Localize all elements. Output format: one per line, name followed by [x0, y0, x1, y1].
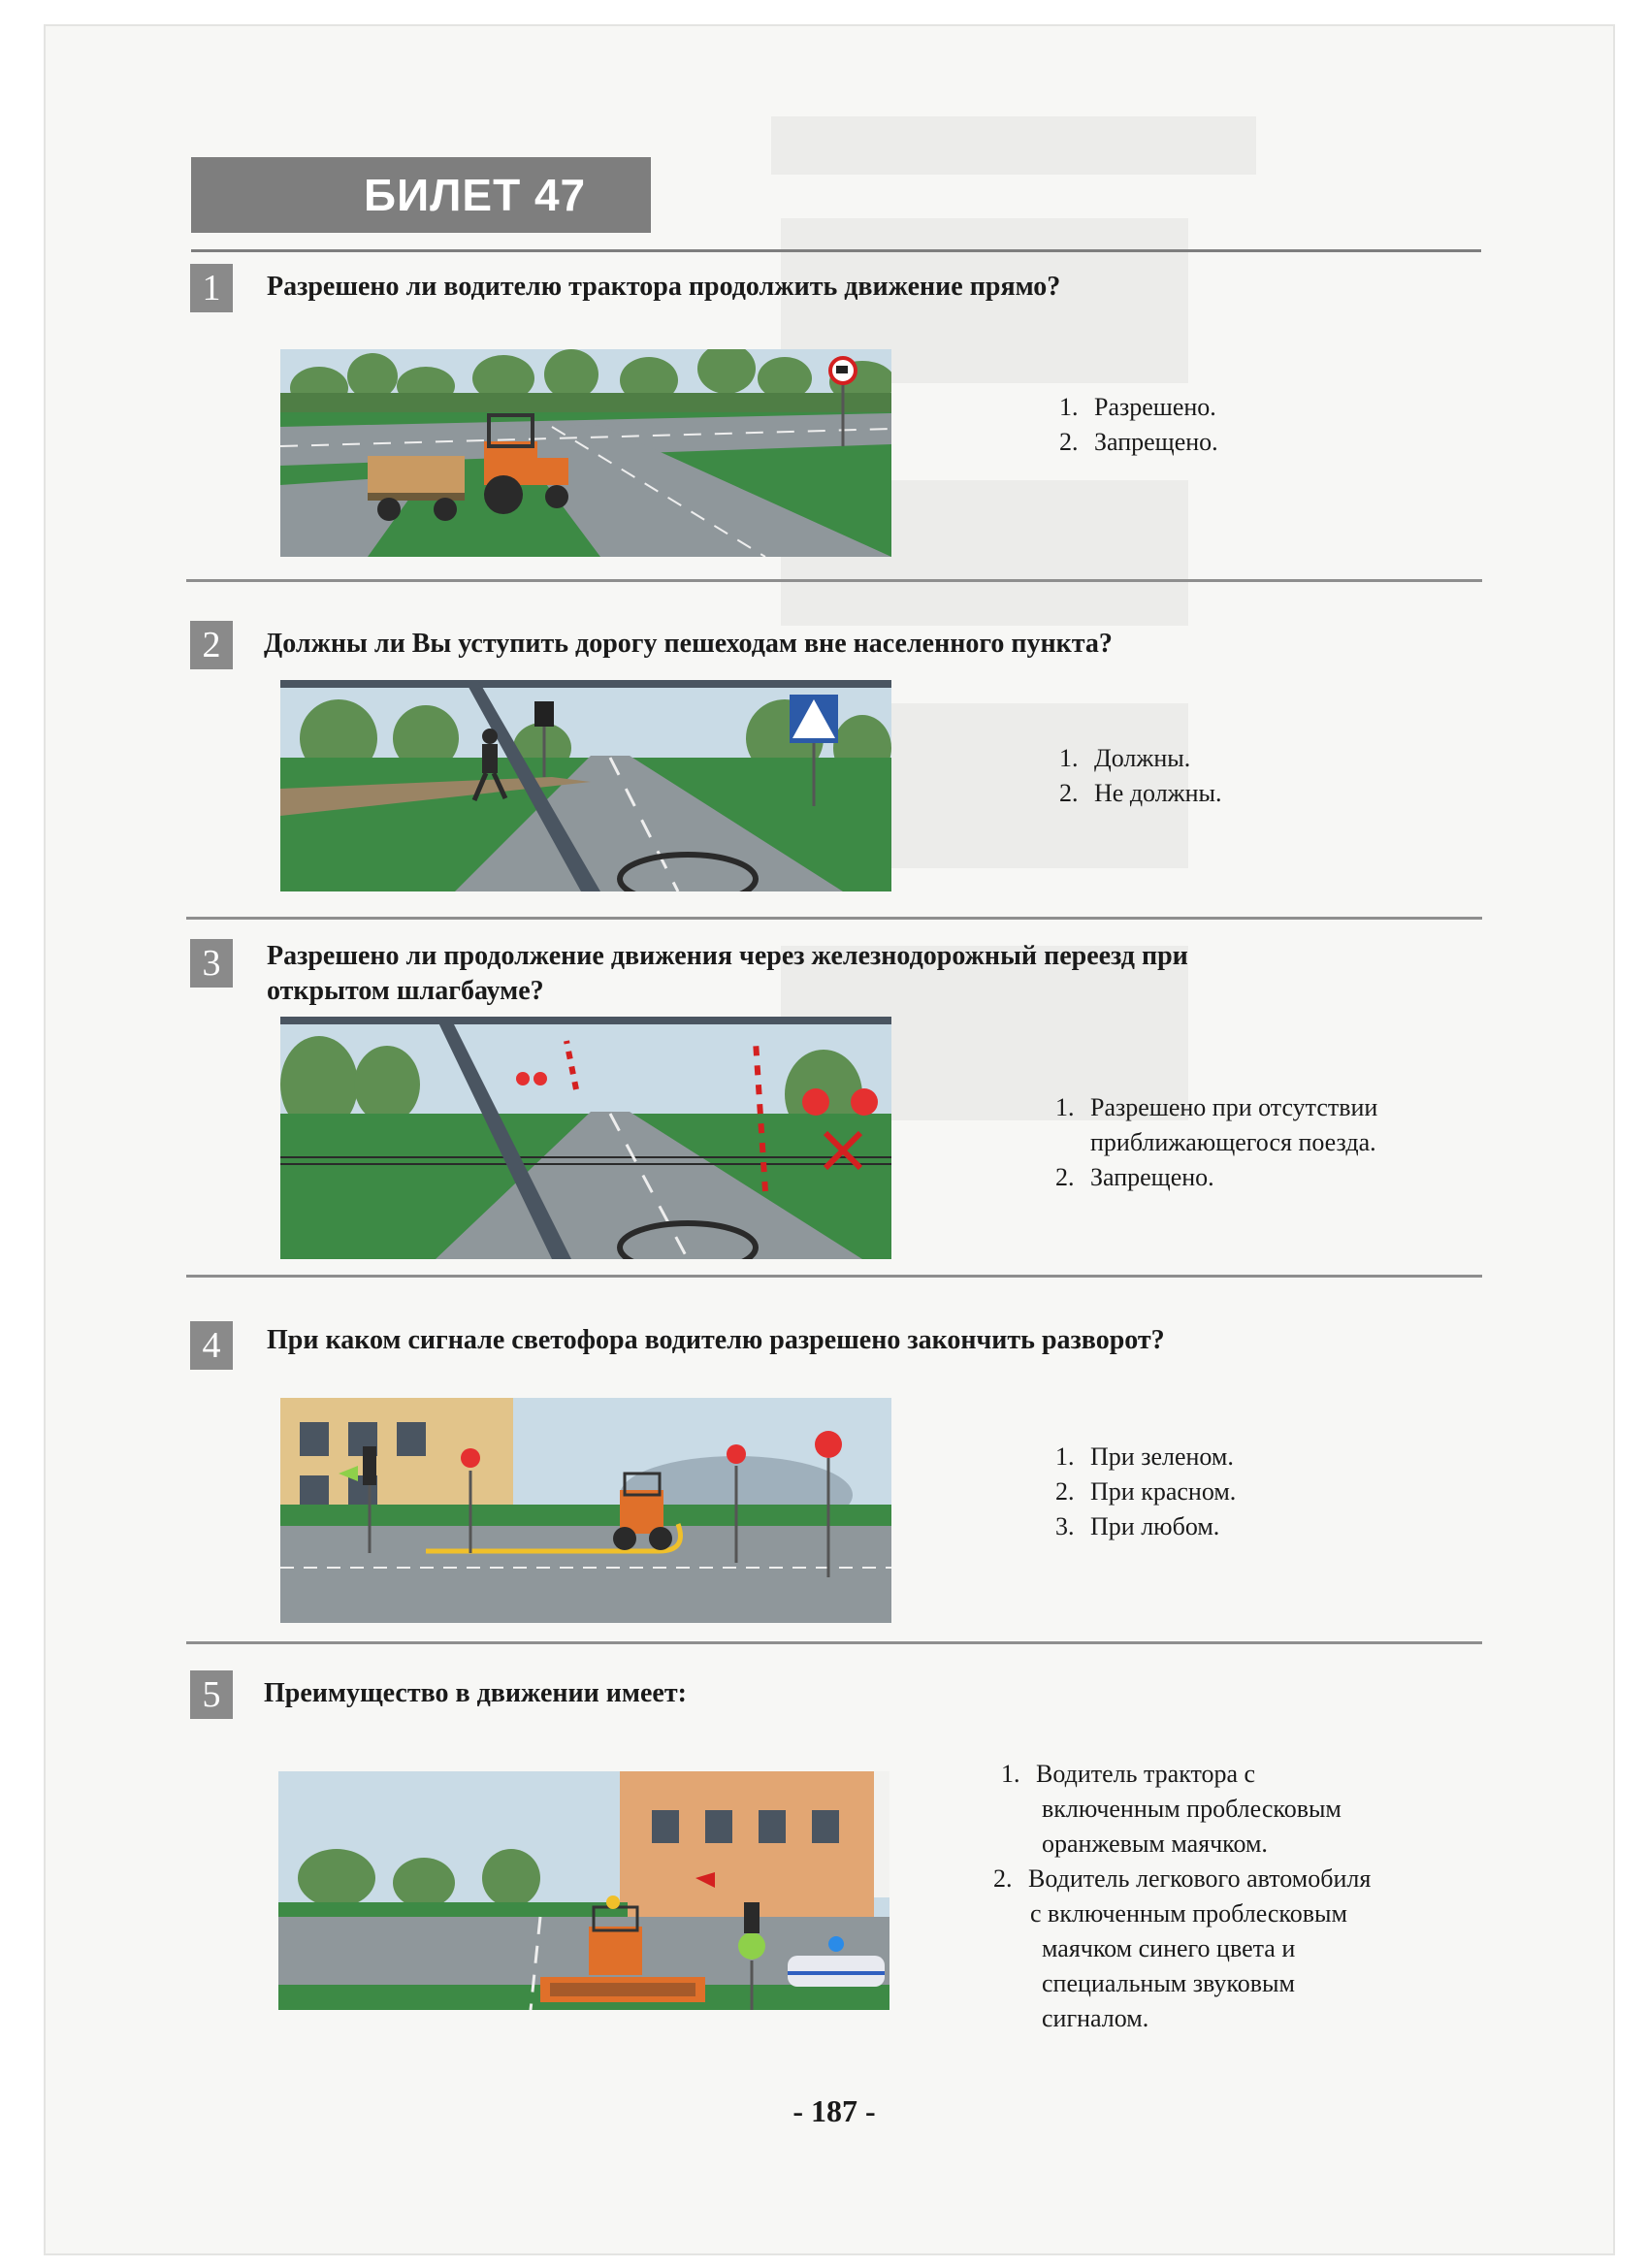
- answer-item[interactable]: [1055, 1160, 1377, 1195]
- bleed-through-area: [771, 116, 1256, 175]
- answer-item[interactable]: [1059, 390, 1218, 425]
- illustration-pedestrian-crossing: [280, 680, 891, 891]
- illustration-railway-crossing: [280, 1017, 891, 1259]
- answer-text: Не должны.: [1094, 779, 1222, 807]
- question-number-2: 2: [190, 621, 233, 669]
- section-divider: [186, 917, 1482, 920]
- answer-text: Разрешено.: [1094, 393, 1216, 421]
- answer-item[interactable]: [1001, 1757, 1371, 1862]
- answer-text: приближающегося поезда.: [1090, 1128, 1376, 1156]
- answer-text: Водитель трактора с: [1036, 1760, 1256, 1788]
- question-number-5: 5: [190, 1670, 233, 1719]
- answer-item[interactable]: [1055, 1440, 1236, 1474]
- question-number-1: 1: [190, 264, 233, 312]
- answer-number: 2.: [993, 1864, 1013, 1893]
- illustration-special-vehicles: [278, 1771, 889, 2010]
- answer-number: 1.: [1059, 744, 1079, 772]
- illustration-tractor-intersection: [280, 349, 891, 557]
- answer-text: Разрешено при отсутствии: [1090, 1093, 1378, 1121]
- page-number: - 187 -: [792, 2093, 876, 2128]
- question-text-line: Разрешено ли продолжение движения через железнодорожный переезд при: [267, 941, 1188, 971]
- answer-text: маячком синего цвета и: [1042, 1934, 1296, 1962]
- answer-number: 1.: [1001, 1760, 1020, 1788]
- question-number-4: 4: [190, 1321, 233, 1370]
- answer-list-1: [1059, 390, 1218, 460]
- answer-text: Запрещено.: [1094, 428, 1218, 456]
- section-divider: [186, 1275, 1482, 1278]
- question-text-1: Разрешено ли водителю трактора продолжить движение прямо?: [267, 272, 1061, 302]
- answer-number: 2.: [1059, 428, 1079, 456]
- answer-text: сигналом.: [1042, 2004, 1149, 2032]
- ticket-title-box: [191, 157, 651, 233]
- answer-number: 1.: [1059, 393, 1079, 421]
- answer-number: 3.: [1055, 1512, 1075, 1540]
- answer-text: При любом.: [1090, 1512, 1220, 1540]
- answer-number: 2.: [1055, 1163, 1075, 1191]
- answer-text: включенным проблесковым: [1042, 1795, 1342, 1823]
- question-text-line: открытом шлагбауме?: [267, 976, 544, 1006]
- question-text-3: [267, 939, 1188, 1009]
- question-text-2: Должны ли Вы уступить дорогу пешеходам вне населенного пункта?: [264, 629, 1113, 659]
- answer-text: При красном.: [1090, 1477, 1237, 1506]
- answer-item[interactable]: [1059, 776, 1222, 811]
- answer-number: 1.: [1055, 1093, 1075, 1121]
- answer-item[interactable]: [993, 1862, 1371, 2036]
- answer-list-2: [1059, 741, 1222, 811]
- answer-list-3: [1055, 1090, 1377, 1195]
- answer-list-4: [1055, 1440, 1236, 1544]
- answer-item[interactable]: [1055, 1509, 1236, 1544]
- section-divider: [186, 1641, 1482, 1644]
- question-number-3: 3: [190, 939, 233, 988]
- answer-item[interactable]: [1055, 1090, 1377, 1160]
- question-text-4: При каком сигнале светофора водителю разрешено закончить разворот?: [267, 1325, 1165, 1355]
- ticket-title: БИЛЕТ 47: [364, 170, 587, 220]
- answer-text: с включенным проблесковым: [1030, 1899, 1347, 1928]
- question-text-5: Преимущество в движении имеет:: [264, 1678, 687, 1708]
- answer-item[interactable]: [1059, 425, 1218, 460]
- answer-text: оранжевым маячком.: [1042, 1830, 1268, 1858]
- answer-text: Запрещено.: [1090, 1163, 1214, 1191]
- answer-list-5: [993, 1757, 1372, 2036]
- answer-number: 2.: [1059, 779, 1079, 807]
- answer-item[interactable]: [1059, 741, 1222, 776]
- answer-item[interactable]: [1055, 1474, 1236, 1509]
- illustration-traffic-light-u-turn: [280, 1398, 891, 1623]
- answer-text: специальным звуковым: [1042, 1969, 1295, 1997]
- answer-text: Должны.: [1094, 744, 1191, 772]
- title-rule: [191, 249, 1481, 252]
- answer-text: Водитель легкового автомобиля: [1028, 1864, 1372, 1893]
- answer-number: 1.: [1055, 1442, 1075, 1471]
- answer-text: При зеленом.: [1090, 1442, 1234, 1471]
- section-divider: [186, 579, 1482, 582]
- answer-number: 2.: [1055, 1477, 1075, 1506]
